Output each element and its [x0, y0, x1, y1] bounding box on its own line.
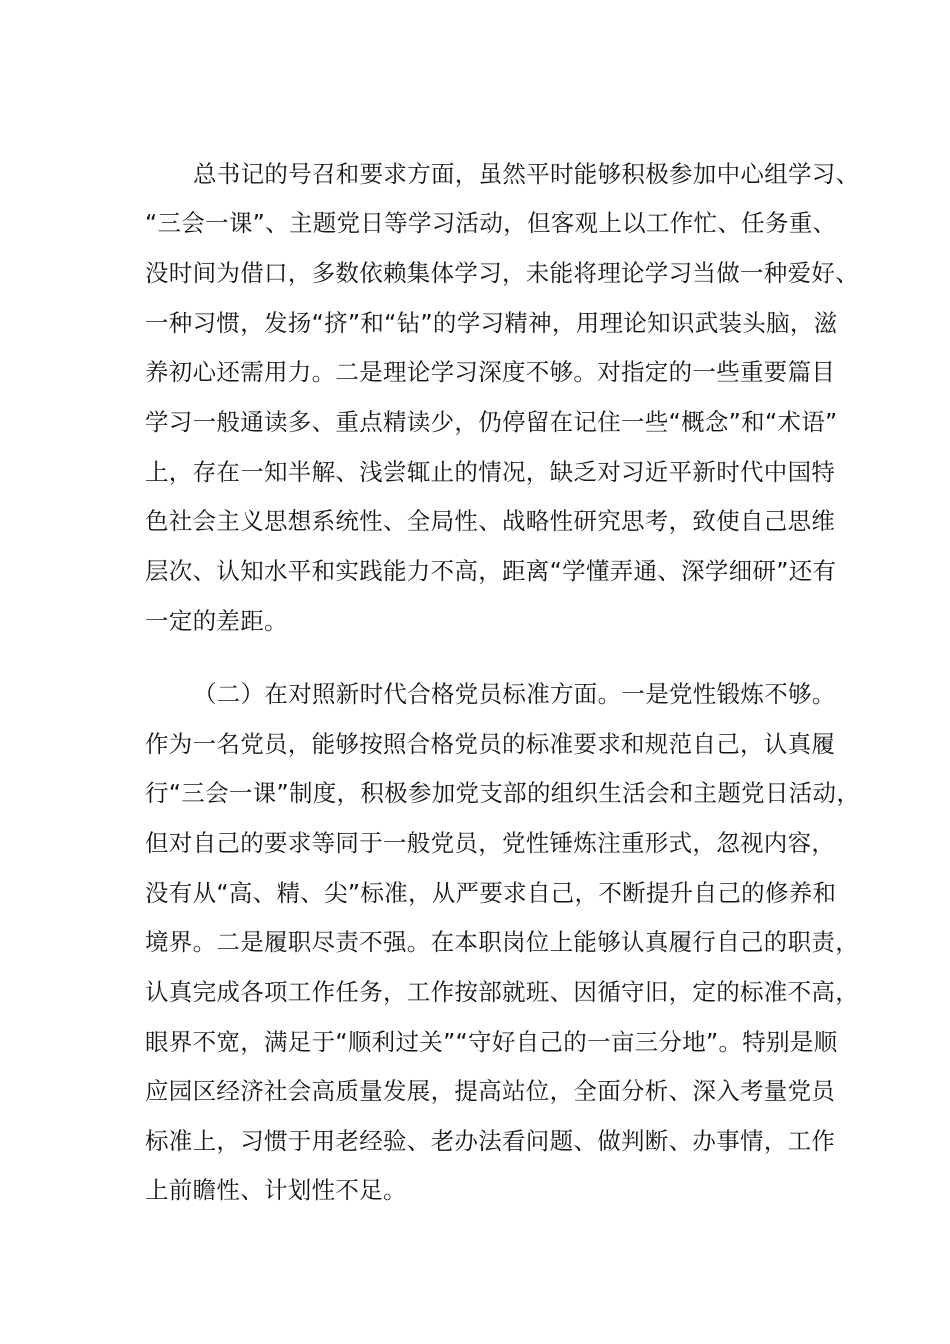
paragraph-line: 眼界不宽，满足于“顺利过关”“守好自己的一亩三分地”。特别是顺 — [145, 1028, 838, 1056]
paragraph-line: 但对自己的要求等同于一般党员，党性锤炼注重形式，忽视内容， — [145, 829, 836, 857]
paragraph-line: 作为一名党员，能够按照合格党员的标准要求和规范自己，认真履 — [145, 730, 836, 758]
paragraph-line: 标准上，习惯于用老经验、老办法看问题、做判断、办事情，工作 — [145, 1127, 836, 1155]
paragraph-line: 上，存在一知半解、浅尝辄止的情况，缺乏对习近平新时代中国特 — [145, 458, 836, 486]
paragraph-line: 行“三会一课”制度，积极参加党支部的组织生活会和主题党日活动， — [145, 779, 861, 807]
paragraph-line: 应园区经济社会高质量发展，提高站位，全面分析、深入考量党员 — [145, 1077, 836, 1105]
paragraph-line: 认真完成各项工作任务，工作按部就班、因循守旧，定的标准不高， — [145, 978, 859, 1006]
paragraph-line: 没有从“高、精、尖”标准，从严要求自己，不断提升自己的修养和 — [145, 879, 837, 907]
paragraph-line: 一种习惯，发扬“挤”和“钻”的学习精神，用理论知识武装头脑，滋 — [145, 309, 838, 337]
paragraph-line: “三会一课”、主题党日等学习活动，但客观上以工作忙、任务重、 — [145, 209, 837, 237]
paragraph-line: 境界。二是履职尽责不强。在本职岗位上能够认真履行自己的职责， — [145, 928, 859, 956]
paragraph-line: 总书记的号召和要求方面，虽然平时能够积极参加中心组学习、 — [193, 160, 860, 188]
paragraph-line: 一定的差距。 — [145, 607, 288, 635]
paragraph-line: 养初心还需用力。二是理论学习深度不够。对指定的一些重要篇目 — [145, 358, 836, 386]
paragraph-line: 层次、认知水平和实践能力不高，距离“学懂弄通、深学细研”还有 — [145, 557, 837, 585]
paragraph-line: 色社会主义思想系统性、全局性、战略性研究思考，致使自己思维 — [145, 507, 836, 535]
paragraph-line: （二）在对照新时代合格党员标准方面。一是党性锻炼不够。 — [193, 680, 836, 708]
paragraph-line: 上前瞻性、计划性不足。 — [145, 1176, 407, 1204]
paragraph-line: 学习一般通读多、重点精读少，仍停留在记住一些“概念”和“术语” — [145, 408, 838, 436]
paragraph-line: 没时间为借口，多数依赖集体学习，未能将理论学习当做一种爱好、 — [145, 259, 859, 287]
